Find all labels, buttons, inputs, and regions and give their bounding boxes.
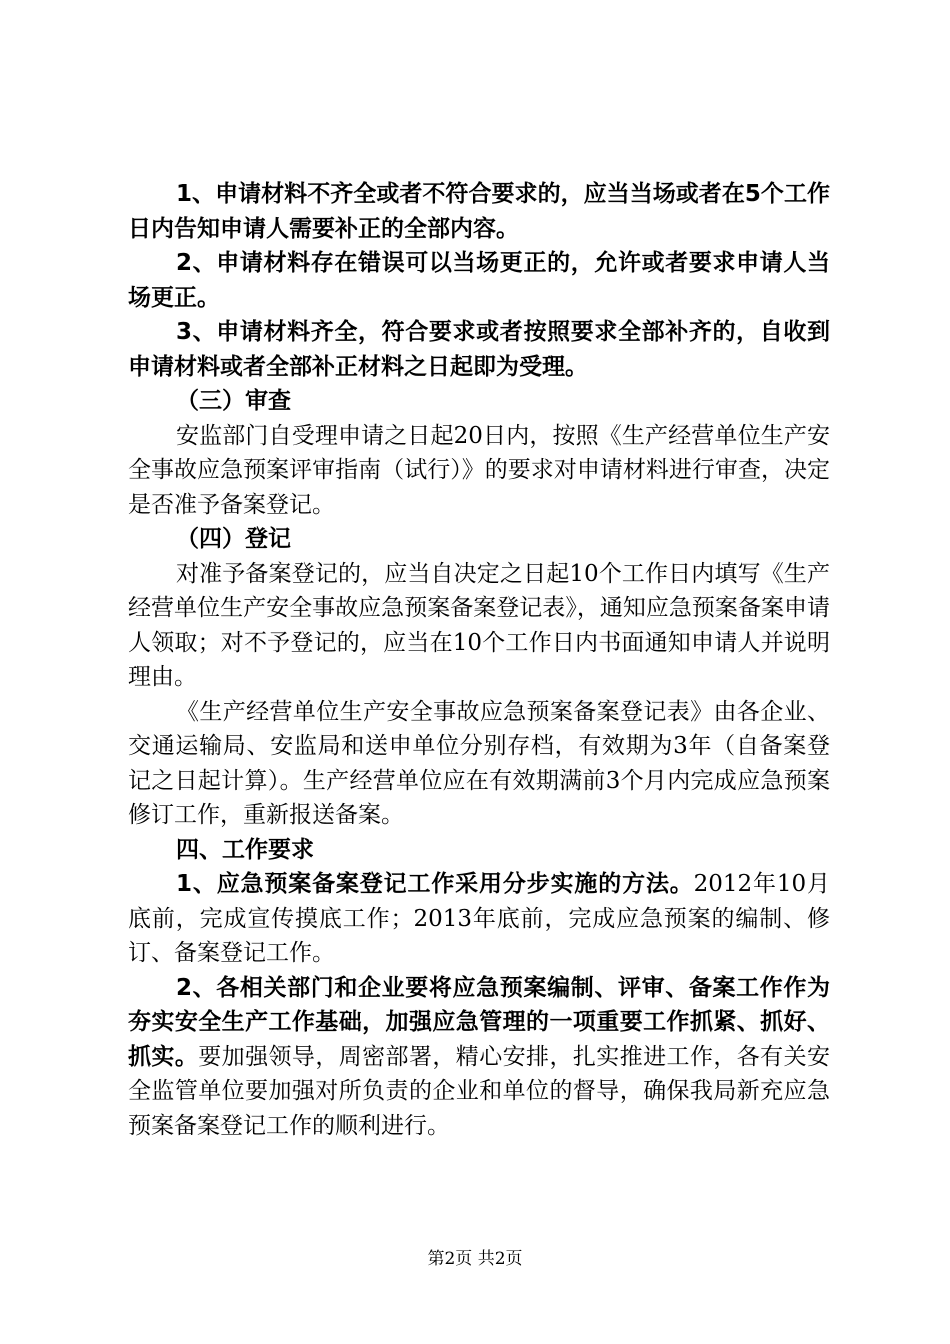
- requirement-1-detail: 2012年10月底前，完成宣传摸底工作；2013年底前，完成应急预案的编制、修订、备案登记工作。: [128, 871, 830, 966]
- item-1-incomplete-materials: 1、申请材料不齐全或者不符合要求的，应当当场或者在5个工作日内告知申请人需要补正的全部内容。: [128, 181, 830, 242]
- registration-paragraph: 对准予备案登记的，应当自决定之日起10个工作日内填写《生产经营单位生产安全事故应急预案备案登记表》，通知应急预案备案申请人领取；对不予登记的，应当在10个工作日内书面通知申请人并说明理由。: [128, 560, 830, 690]
- requirement-2-detail: 要加强领导，周密部署，精心安排，扎实推进工作，各有关安全监管单位要加强对所负责的企业和单位的督导，确保我局新充应急预案备案登记工作的顺利进行。: [128, 1043, 831, 1139]
- page-number-footer: 第2页 共2页: [427, 1249, 523, 1269]
- document-body: [128, 177, 830, 1143]
- section-heading-review: （三）审查: [176, 388, 291, 414]
- registration-form-paragraph: 《生产经营单位生产安全事故应急预案备案登记表》由各企业、交通运输局、安监局和送申单位分别存档，有效期为3年（自备案登记之日起计算）。生产经营单位应在有效期满前3个月内完成应急预案修订工作，重新报送备案。: [128, 698, 830, 828]
- item-2-correctable-errors: 2、申请材料存在错误可以当场更正的，允许或者要求申请人当场更正。: [128, 250, 830, 311]
- section-heading-work-requirements: 四、工作要求: [176, 836, 314, 863]
- item-3-accepted-materials: 3、申请材料齐全，符合要求或者按照要求全部补齐的，自收到申请材料或者全部补正材料之日起即为受理。: [128, 319, 830, 380]
- section-heading-registration: （四）登记: [176, 526, 291, 552]
- requirement-1-lead: 1、应急预案备案登记工作采用分步实施的方法。: [176, 871, 694, 897]
- review-paragraph: 安监部门自受理申请之日起20日内，按照《生产经营单位生产安全事故应急预案评审指南（试行）》的要求对申请材料进行审查，决定是否准予备案登记。: [128, 422, 830, 518]
- requirement-2-lead: 2、各相关部门和企业要将应急预案编制、评审、备案工作作为夯实安全生产工作基础，加强应急管理的一项重要工作抓紧、抓好、抓实。: [128, 974, 830, 1070]
- requirement-1-paragraph: [128, 867, 830, 971]
- requirement-2-paragraph: [128, 971, 830, 1144]
